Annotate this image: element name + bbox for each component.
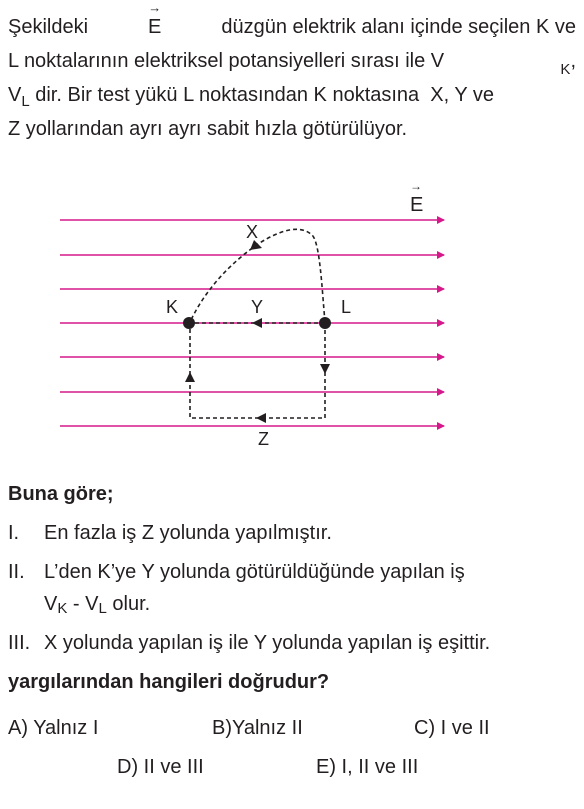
path-x-label: X [246,222,259,242]
option-d[interactable]: D) II ve III [117,756,204,778]
statement-1-number: I. [8,522,20,544]
intro-text-1b: düzgün elektrik alanı içinde seçilen K ve [221,16,576,38]
prompt-text: Buna göre; [8,483,114,505]
option-a[interactable]: A) Yalnız I [8,717,99,739]
option-b[interactable]: B)Yalnız II [212,717,303,739]
point-l-label: L [341,297,352,317]
option-e[interactable]: E) I, II ve III [316,756,419,778]
statement-1-text: En fazla iş Z yolunda yapılmıştır. [44,522,332,544]
statement-3-text: X yolunda yapılan iş ile Y yolunda yapılan iş eşittir. [44,632,491,654]
path-y-label: Y [251,297,264,317]
statement-2-formula [44,593,576,616]
formula-sub-l: L [98,600,107,617]
statement-2-text: L’den K’ye Y yolunda götürüldüğünde yapılan iş [44,561,465,583]
intro-line-3 [8,78,576,112]
intro-text-2a: L noktalarının elektriksel potansiyelleri sırası ile V [8,50,445,72]
intro-line-4 [8,112,576,146]
intro-text-3a: V [8,84,22,106]
intro-comma: , [570,50,576,72]
question-intro [8,0,576,146]
statement-3-number: III. [8,632,31,654]
question-text: yargılarından hangileri doğrudur? [8,671,330,693]
field-label: E [410,194,424,216]
subscript-k: K [560,61,571,78]
intro-text-3b: dir. Bir test yükü L noktasından K noktasına X, Y ve [29,84,495,106]
intro-line-2 [8,44,576,78]
intro-text-1a: Şekildeki [8,16,89,38]
formula-v1: V [44,593,58,615]
formula-olur: olur. [106,593,151,615]
field-label-arrow-icon: → [410,180,422,193]
field-vector-e [148,0,162,44]
path-z-left-arrow-icon [256,413,266,423]
subscript-l: L [21,93,30,110]
intro-line-1 [8,0,576,44]
option-c[interactable]: C) I ve II [414,717,490,739]
field-symbol: E [148,16,162,38]
path-z-up-arrow-icon [185,372,195,382]
formula-minus-v: - V [67,593,99,615]
vector-arrow-icon: → [148,0,162,15]
point-k-dot [183,317,195,329]
path-y-arrow-icon [252,318,262,328]
formula-sub-k: K [57,600,68,617]
path-z [190,323,325,418]
statement-2-number: II. [8,561,25,583]
point-l-dot [319,317,331,329]
field-label-e [410,180,423,216]
path-z-label: Z [258,429,269,449]
point-k-label: K [166,297,179,317]
path-z-down-arrow-icon [320,364,330,374]
electric-field-figure [0,180,584,460]
intro-text-4: Z yollarından ayrı ayrı sabit hızla götürülüyor. [8,118,408,140]
